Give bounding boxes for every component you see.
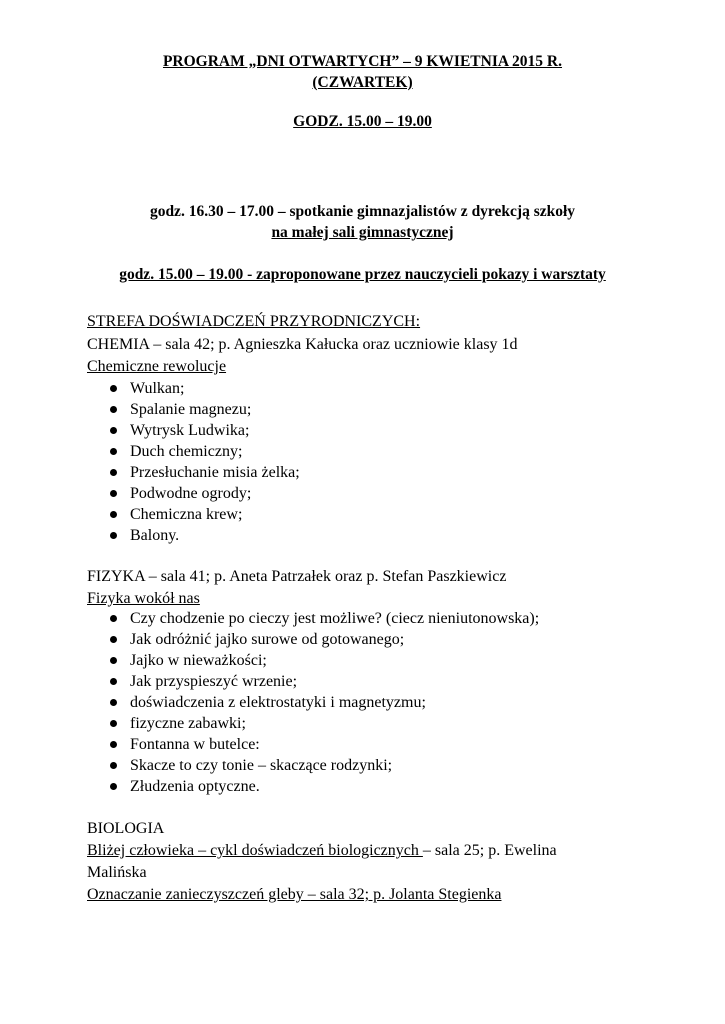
zone-title: STREFA DOŚWIADCZEŃ PRZYRODNICZYCH:: [87, 313, 421, 330]
list-item: Spalanie magnezu;: [87, 399, 300, 420]
list-item: doświadczenia z elektrostatyki i magnetyzmu;: [87, 692, 539, 713]
list-item: Czy chodzenie po cieczy jest możliwe? (ciecz nieniutonowska);: [87, 608, 539, 629]
biology-item-2: Oznaczanie zanieczyszczeń gleby – sala 32; p. Jolanta Stegienka: [87, 886, 502, 903]
physics-list: [87, 608, 539, 797]
list-item: Skacze to czy tonie – skaczące rodzynki;: [87, 755, 539, 776]
biology-heading: BIOLOGIA: [87, 820, 165, 837]
list-item: Podwodne ogrody;: [87, 483, 300, 504]
physics-heading: FIZYKA – sala 41; p. Aneta Patrzałek oraz p. Stefan Paszkiewicz: [87, 568, 507, 585]
program-day: (CZWARTEK): [312, 74, 413, 91]
program-hours: GODZ. 15.00 – 19.00: [293, 113, 432, 130]
list-item: Przesłuchanie misia żelka;: [87, 462, 300, 483]
meeting-line-1: godz. 16.30 – 17.00 – spotkanie gimnazjalistów z dyrekcją szkoły: [149, 203, 576, 220]
chemistry-list: [87, 378, 300, 546]
list-item: Wulkan;: [87, 378, 300, 399]
list-item: Wytrysk Ludwika;: [87, 420, 300, 441]
list-item: Duch chemiczny;: [87, 441, 300, 462]
biology-item-1-continued: Malińska: [87, 864, 147, 881]
list-item: Fontanna w butelce:: [87, 734, 539, 755]
list-item: Chemiczna krew;: [87, 504, 300, 525]
list-item: Jak przyspieszyć wrzenie;: [87, 671, 539, 692]
physics-subtitle: Fizyka wokół nas: [87, 590, 200, 607]
biology-item-1: [87, 840, 557, 861]
program-title: PROGRAM „DNI OTWARTYCH” – 9 KWIETNIA 2015 R.: [162, 53, 563, 70]
biology-item-1-title: Bliżej człowieka – cykl doświadczeń biologicznych: [87, 842, 423, 859]
workshops-line: godz. 15.00 – 19.00 - zaproponowane przez nauczycieli pokazy i warsztaty: [119, 266, 606, 283]
biology-item-1-details: – sala 25; p. Ewelina: [422, 842, 557, 859]
list-item: Jajko w nieważkości;: [87, 650, 539, 671]
list-item: Złudzenia optyczne.: [87, 776, 539, 797]
chemistry-heading: CHEMIA – sala 42; p. Agnieszka Kałucka oraz uczniowie klasy 1d: [87, 336, 518, 353]
list-item: Jak odróżnić jajko surowe od gotowanego;: [87, 629, 539, 650]
meeting-line-2: na małej sali gimnastycznej: [271, 224, 454, 241]
list-item: Balony.: [87, 525, 300, 546]
chemistry-subtitle: Chemiczne rewolucje: [87, 358, 227, 375]
list-item: fizyczne zabawki;: [87, 713, 539, 734]
